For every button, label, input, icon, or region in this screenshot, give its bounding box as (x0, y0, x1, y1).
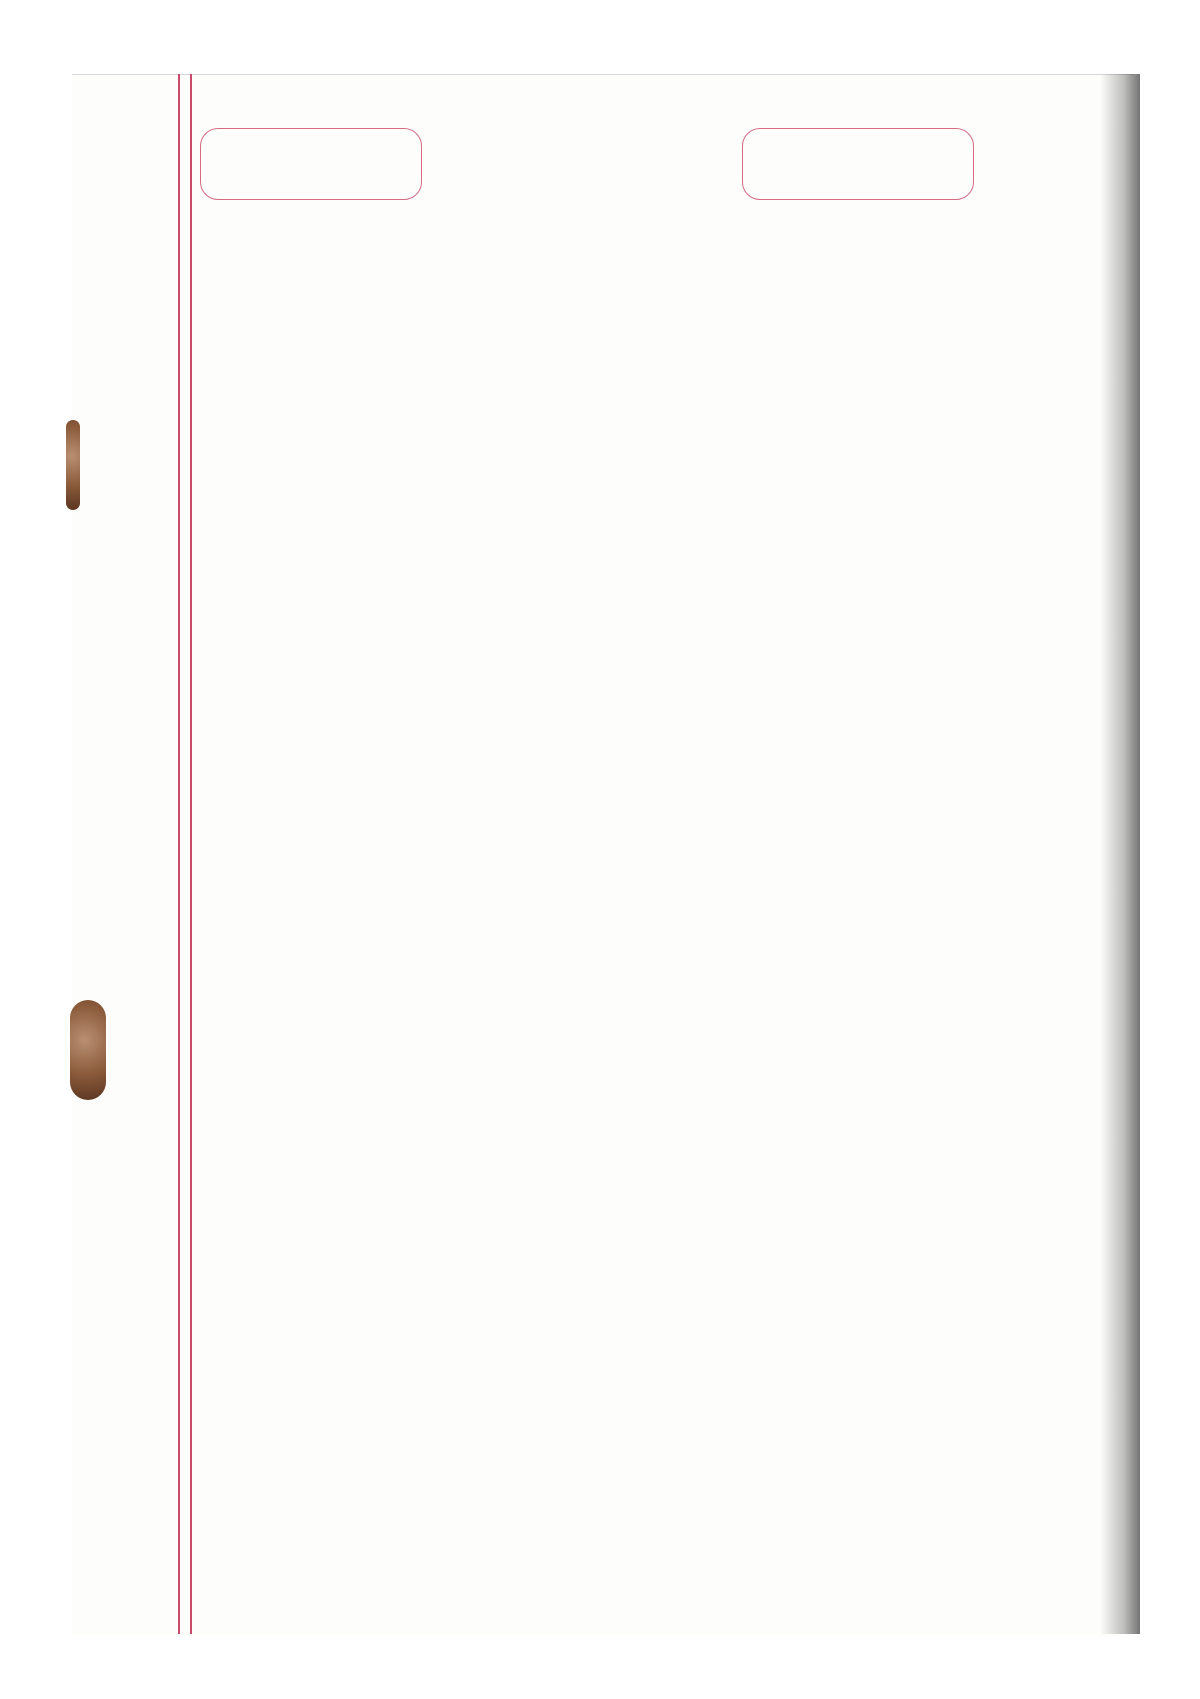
header-box-right (742, 128, 974, 200)
header-box-left (200, 128, 422, 200)
binding-shadow (1100, 74, 1140, 1634)
hole-punch-mark (66, 420, 80, 510)
hole-punch-mark (70, 1000, 106, 1100)
margin-line-outer (178, 74, 180, 1634)
margin-line-inner (190, 74, 192, 1634)
notebook-page (72, 74, 1134, 1635)
